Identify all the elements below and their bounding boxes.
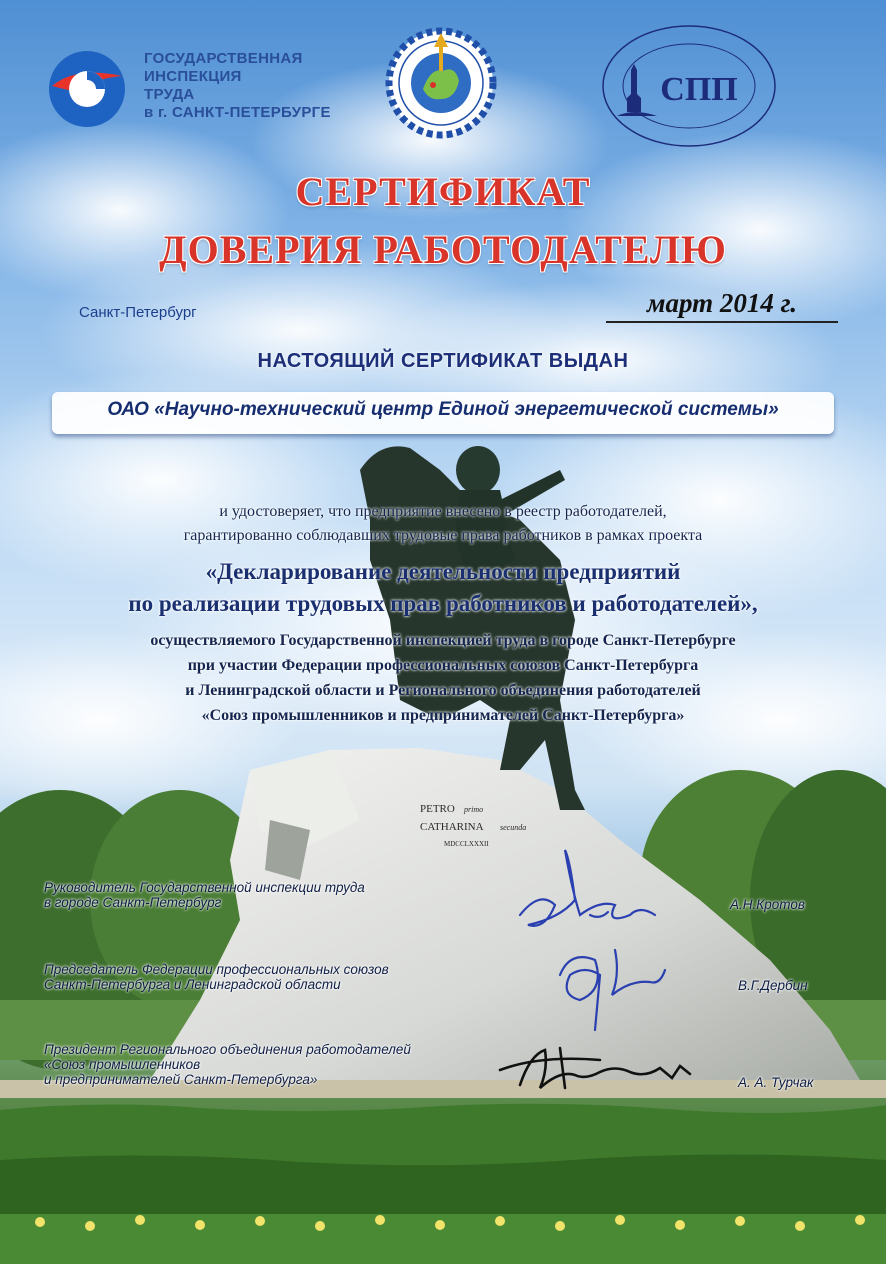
certificate-subtitle: ДОВЕРИЯ РАБОТОДАТЕЛЮ bbox=[159, 227, 727, 272]
svg-text:MDCCLXXXII: MDCCLXXXII bbox=[444, 840, 489, 848]
statement-line: и удостоверяет, что предприятие внесено в реестр работодателей, bbox=[219, 503, 667, 520]
organizers-line: при участии Федерации профессиональных союзов Санкт-Петербурга bbox=[187, 657, 699, 674]
organizers-line: «Союз промышленников и предпринимателей Санкт-Петербурга» bbox=[201, 707, 685, 724]
signatory-3-name: А. А. Турчак bbox=[738, 1075, 814, 1090]
project-line: «Декларирование деятельности предприятий bbox=[205, 559, 681, 584]
signature-3 bbox=[500, 1048, 690, 1088]
organizers-line: осуществляемого Государственной инспекцией труда в городе Санкт-Петербурге bbox=[150, 632, 736, 649]
logo-text-line: ТРУДА bbox=[144, 86, 195, 103]
certificate-title: СЕРТИФИКАТ bbox=[295, 169, 591, 214]
signatory-1-name: А.Н.Кротов bbox=[730, 897, 805, 912]
role-line: Председатель Федерации профессиональных союзов bbox=[44, 962, 389, 977]
signature-1 bbox=[520, 850, 655, 926]
issued-heading: НАСТОЯЩИЙ СЕРТИФИКАТ ВЫДАН bbox=[257, 350, 629, 372]
statement-line: гарантированно соблюдавших трудовые права работников в рамках проекта bbox=[183, 527, 703, 544]
role-line: Президент Регионального объединения работодателей bbox=[44, 1042, 411, 1057]
signature-2 bbox=[560, 950, 665, 1030]
logo-text-line: ГОСУДАРСТВЕННАЯ bbox=[144, 50, 303, 67]
svg-text:CATHARINA: CATHARINA bbox=[420, 821, 484, 833]
role-line: в городе Санкт-Петербург bbox=[44, 895, 222, 910]
spp-monogram: СПП bbox=[660, 71, 738, 108]
issue-city: Санкт-Петербург bbox=[79, 304, 197, 321]
logo-text-line: ИНСПЕКЦИЯ bbox=[144, 68, 242, 85]
svg-text:secunda: secunda bbox=[500, 823, 527, 832]
project-line: по реализации трудовых прав работников и работодателей», bbox=[128, 591, 758, 616]
signatory-2-name: В.Г.Дербин bbox=[738, 978, 808, 993]
organizers-line: и Ленинградской области и Регионального объединения работодателей bbox=[185, 682, 701, 699]
role-line: Руководитель Государственной инспекции труда bbox=[44, 880, 365, 895]
role-line: Санкт-Петербурга и Ленинградской области bbox=[44, 977, 341, 992]
logo-text-line: в г. САНКТ-ПЕТЕРБУРГЕ bbox=[144, 104, 331, 121]
svg-text:PETRO: PETRO bbox=[420, 803, 455, 815]
role-line: и предпринимателей Санкт-Петербурга» bbox=[44, 1072, 318, 1087]
issue-date: март 2014 г. bbox=[606, 288, 838, 323]
company-name: ОАО «Научно-технический центр Единой энергетической системы» bbox=[107, 399, 779, 420]
role-line: «Союз промышленников bbox=[44, 1057, 201, 1072]
svg-text:primo: primo bbox=[464, 805, 484, 814]
